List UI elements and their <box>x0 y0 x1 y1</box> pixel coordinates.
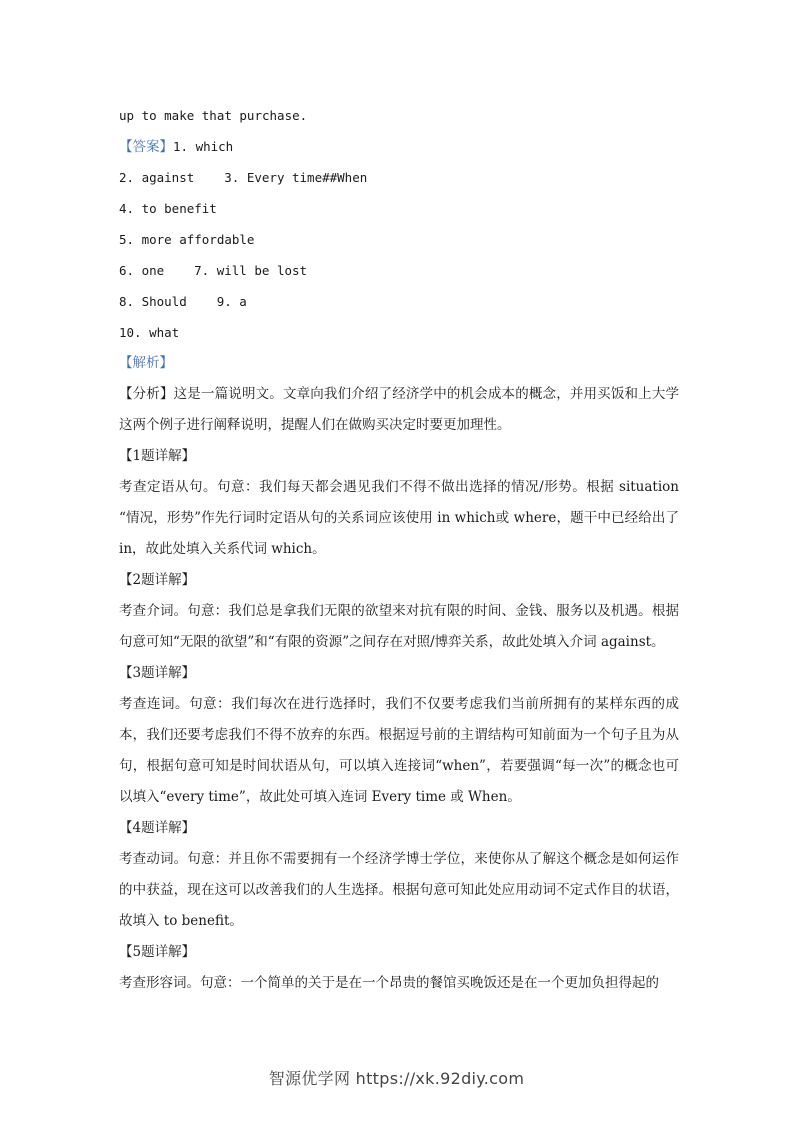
detail-heading-1: 【1题详解】 <box>119 448 196 464</box>
answer-line-4 <box>119 193 679 224</box>
answer-4: 4. to benefit <box>119 201 217 216</box>
analysis-label: 【解析】 <box>119 355 173 371</box>
intro-fragment: up to make that purchase. <box>119 108 308 123</box>
detail-heading-5: 【5题详解】 <box>119 944 196 960</box>
overview-paragraph: 【分析】这是一篇说明文。文章向我们介绍了经济学中的机会成本的概念，并用买饭和上大学这两个例子进行阐释说明，提醒人们在做购买决定时要更加理性。 <box>119 386 679 433</box>
answer-6: 6. one <box>119 263 165 278</box>
answer-line-10 <box>119 317 679 348</box>
detail-heading-4: 【4题详解】 <box>119 820 196 836</box>
answer-line-5 <box>119 224 679 255</box>
answer-line-2 <box>119 162 679 193</box>
detail-body-4: 考查动词。句意：并且你不需要拥有一个经济学博士学位，来使你从了解这个概念是如何运作的中获益，现在这可以改善我们的人生选择。根据句意可知此处应用动词不定式作目的状语，故填入 to benefit。 <box>119 851 679 929</box>
answer-8: 8. Should <box>119 294 187 309</box>
document-page <box>119 100 679 999</box>
answer-3: 3. Every time##When <box>224 170 368 185</box>
answer-7: 7. will be lost <box>194 263 308 278</box>
answer-line-6 <box>119 255 679 286</box>
detail-heading-2: 【2题详解】 <box>119 572 196 588</box>
answer-9: 9. a <box>216 294 247 309</box>
answer-5: 5. more affordable <box>119 232 255 247</box>
detail-body-3: 考查连词。句意：我们每次在进行选择时，我们不仅要考虑我们当前所拥有的某样东西的成本，我们还要考虑我们不得不放弃的东西。根据逗号前的主谓结构可知前面为一个句子且为从句，根据句意可知是时间状语从句，可以填入连接词“when”，若要强调“每一次”的概念也可以填入“every time”，故此处可填入连词 Every time 或 When。 <box>119 696 679 805</box>
answer-line-1 <box>119 131 679 162</box>
answer-label: 【答案】 <box>119 139 173 155</box>
footer-watermark: 智源优学网 https://xk.92diy.com <box>268 1069 525 1088</box>
answer-2: 2. against <box>119 170 195 185</box>
answer-10: 10. what <box>119 325 180 340</box>
answer-line-8 <box>119 286 679 317</box>
detail-body-1: 考查定语从句。句意：我们每天都会遇见我们不得不做出选择的情况/形势。根据 situation “情况，形势”作先行词时定语从句的关系词应该使用 in which或 where，题干中已经给出了 in，故此处填入关系代词 which。 <box>119 479 679 557</box>
detail-body-5: 考查形容词。句意：一个简单的关于是在一个昂贵的餐馆买晚饭还是在一个更加负担得起的 <box>119 975 659 991</box>
detail-heading-3: 【3题详解】 <box>119 665 196 681</box>
answer-1: 1. which <box>173 139 234 154</box>
detail-body-2: 考查介词。句意：我们总是拿我们无限的欲望来对抗有限的时间、金钱、服务以及机遇。根据句意可知“无限的欲望”和“有限的资源”之间存在对照/博弈关系，故此处填入介词 against。 <box>119 603 679 650</box>
